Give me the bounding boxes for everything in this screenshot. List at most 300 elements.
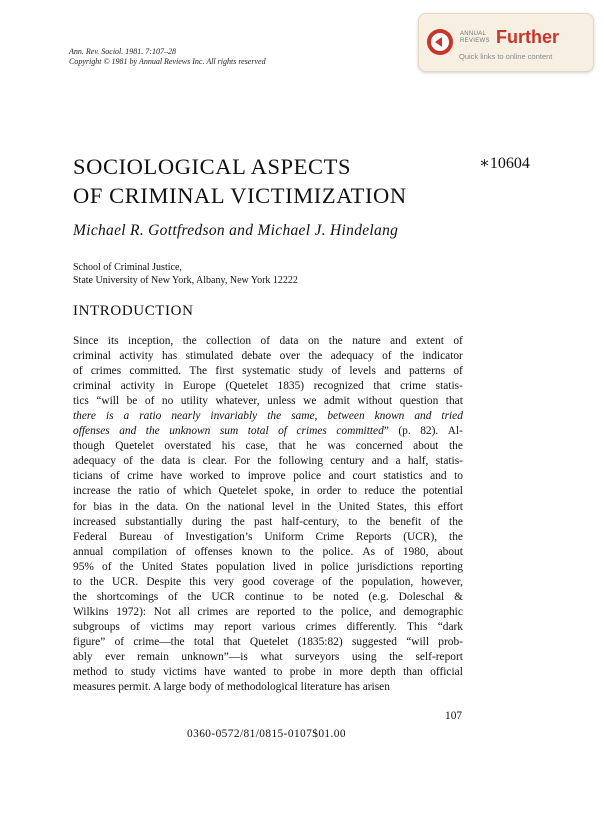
body-word: suggested (351, 635, 397, 648)
body-line (73, 500, 463, 515)
body-word: that (223, 635, 241, 648)
citation-line-journal: Ann. Rev. Sociol. 1981. 7:107–28 (69, 47, 176, 56)
body-word: he (306, 440, 317, 453)
body-word: body (188, 681, 212, 694)
body-line (73, 394, 463, 409)
body-word: of (144, 395, 155, 408)
body-word: Reports (355, 530, 392, 543)
body-word: United (338, 500, 370, 513)
body-word: between (327, 410, 365, 423)
body-word: shortcomings (96, 590, 159, 603)
body-word: compilation (112, 545, 167, 558)
body-word: Not (153, 605, 171, 618)
body-word: data (279, 335, 299, 347)
body-word: half, (407, 455, 429, 468)
body-word: about (437, 545, 463, 558)
body-word: about (413, 440, 439, 453)
body-word: official (430, 666, 463, 679)
body-word: of (110, 470, 120, 483)
body-word: the (317, 500, 332, 513)
body-word: the (328, 335, 343, 347)
body-word: tried (441, 410, 463, 423)
body-word: (e.g. (368, 590, 389, 603)
body-word: and (384, 365, 401, 378)
body-word: to (114, 666, 124, 679)
body-word: differently. (346, 620, 397, 633)
body-word: case, (245, 440, 268, 453)
body-word: this (414, 500, 431, 513)
body-word: crime (127, 470, 154, 483)
body-word: the (206, 500, 221, 513)
body-word: and (390, 335, 407, 347)
body-word: in (300, 485, 310, 498)
body-word: crimes (305, 620, 337, 633)
body-word: of (214, 681, 225, 694)
body-word: to (348, 485, 358, 498)
body-word: the (299, 545, 314, 558)
body-word: statis- (435, 380, 463, 393)
body-word: potential (423, 485, 463, 498)
body-word: annual (73, 545, 104, 558)
body-word: invariably (210, 410, 258, 423)
body-word: without (357, 395, 393, 408)
body-word: of (176, 545, 186, 558)
body-word: UCR. (111, 575, 139, 588)
body-word: surveyors (295, 650, 340, 663)
body-line (73, 545, 463, 560)
body-word: remain (137, 650, 169, 663)
body-word: the (89, 575, 104, 588)
body-word: clear. (202, 455, 227, 468)
body-word: good (242, 575, 265, 588)
section-heading-introduction: INTRODUCTION (73, 303, 194, 319)
body-word: in (323, 666, 333, 679)
body-word: is (105, 410, 114, 423)
body-word: study (130, 666, 156, 679)
body-word: depth (370, 666, 396, 679)
further-label: Further (496, 27, 559, 47)
body-line (73, 469, 463, 484)
body-word: sum (219, 425, 239, 438)
body-word: question (399, 395, 439, 408)
body-word: (p. (398, 425, 411, 438)
body-word: police (320, 560, 349, 573)
page-number: 107 (445, 710, 463, 722)
body-word: unless (267, 395, 296, 408)
body-word: Uniform (264, 530, 304, 543)
body-word: be (312, 590, 324, 603)
body-word: 82). (420, 425, 439, 438)
body-word: reporting (421, 560, 463, 573)
body-word: the (145, 425, 160, 438)
citation-line-copyright: Copyright © 1981 by Annual Reviews Inc. All rights reserved (69, 57, 266, 66)
body-word: utility (180, 395, 208, 408)
body-word: UCR (211, 590, 235, 603)
body-word: and (379, 605, 396, 618)
further-subtitle: Quick links to online content (459, 52, 553, 61)
author-affiliation (73, 261, 298, 287)
body-word: activity (120, 380, 155, 393)
body-word: recognized (313, 380, 364, 393)
body-word: in (301, 500, 311, 513)
body-word: patterns (408, 365, 446, 378)
body-word: noted (333, 590, 359, 603)
body-word: overstated (164, 440, 212, 453)
body-word: that (278, 440, 296, 453)
body-word: data. (156, 500, 179, 513)
body-word: of (163, 530, 174, 543)
body-word: the (400, 350, 414, 363)
body-word: offenses (73, 425, 110, 438)
body-word: to (293, 590, 303, 603)
body-word: systematic (242, 365, 291, 378)
body-word: measures (73, 681, 116, 694)
body-word: of (114, 635, 125, 648)
annual-reviews-logo-icon (427, 29, 453, 55)
body-word: in (119, 500, 129, 513)
body-word: no (161, 395, 174, 408)
body-line (73, 575, 463, 590)
body-word: its (107, 335, 119, 347)
body-word: the (117, 485, 132, 498)
body-word: victims (150, 620, 184, 633)
body-word: States, (376, 500, 407, 513)
body-word: a (395, 455, 401, 468)
body-word: which (183, 485, 212, 498)
body-word: 95% (73, 560, 94, 573)
body-word: inception, (128, 335, 174, 347)
body-word: the (187, 590, 202, 603)
body-line (73, 650, 463, 665)
body-word: coverage (272, 575, 315, 588)
body-line (73, 424, 463, 439)
body-word: Investigation’s (185, 530, 253, 543)
body-word: A (153, 681, 161, 694)
body-word: his (221, 440, 235, 453)
body-word: during (191, 515, 222, 528)
body-line (73, 530, 463, 545)
body-word: 1972): (116, 605, 147, 618)
body-word: figure” (73, 635, 106, 648)
body-word: this (189, 575, 206, 588)
body-word: over (279, 350, 300, 363)
body-word: to (273, 666, 283, 679)
body-word: ratio (139, 410, 162, 423)
body-word: statistics (383, 470, 423, 483)
body-word: that (445, 395, 463, 408)
body-word: however, (421, 575, 463, 588)
body-word: nearly (171, 410, 201, 423)
body-word: Quetelet (249, 635, 289, 648)
body-word: of (260, 335, 271, 347)
body-word: on (307, 335, 320, 347)
body-word: and (328, 470, 345, 483)
body-word: tics (73, 395, 89, 408)
body-line (73, 560, 463, 575)
body-word: study (298, 365, 324, 378)
annual-reviews-further-banner[interactable] (418, 13, 594, 72)
body-word: the (308, 350, 323, 363)
body-word: (1835:82) (297, 635, 343, 648)
body-word: collection (206, 335, 252, 347)
body-word: “will (96, 395, 120, 408)
body-word: to (348, 515, 358, 528)
body-word: of (453, 365, 463, 378)
body-word: concerned (355, 440, 403, 453)
body-line (73, 334, 463, 349)
body-word: bias (93, 500, 112, 513)
body-word: and (430, 470, 447, 483)
body-word: was (327, 440, 346, 453)
body-line (73, 409, 463, 424)
body-word: in (303, 560, 313, 573)
body-word: for (73, 500, 87, 513)
body-word: Wilkins (73, 605, 109, 618)
body-word: what (260, 650, 283, 663)
body-word: and (119, 425, 137, 438)
body-word: activity (119, 350, 154, 363)
body-word: the (389, 650, 403, 663)
body-word: This (407, 620, 428, 633)
body-word: century (330, 455, 365, 468)
body-word: large (163, 681, 187, 694)
body-word: Despite (146, 575, 182, 588)
body-word: spoke, (264, 485, 294, 498)
body-word: jurisdictions (356, 560, 414, 573)
body-word: of (123, 455, 133, 468)
body-word: past (253, 515, 273, 528)
body-line (73, 454, 463, 469)
body-word: crimes (197, 605, 228, 618)
body-word: in (164, 380, 174, 393)
journal-citation (69, 47, 266, 67)
body-word: Quetelet (115, 440, 154, 453)
body-line (73, 364, 463, 379)
body-word: of (382, 350, 392, 363)
body-word: United (141, 560, 173, 573)
body-word: committed. (129, 365, 182, 378)
body-word: and (414, 410, 432, 423)
body-word: ticians (73, 470, 103, 483)
body-word: of (322, 575, 332, 588)
body-word: the (140, 455, 155, 468)
body-word: the (366, 515, 381, 528)
body-word: wanted (233, 666, 266, 679)
body-word: the (257, 455, 272, 468)
body-word: of (278, 425, 287, 438)
body-word: the (119, 560, 134, 573)
body-word: unknown (169, 425, 211, 438)
body-line (73, 665, 463, 680)
body-word: population, (361, 575, 414, 588)
body-word: be (126, 395, 138, 408)
body-word: may (194, 620, 214, 633)
body-word: nature (352, 335, 381, 347)
body-word: has (344, 681, 360, 694)
affiliation-line-1: School of Criminal Justice, (73, 262, 182, 273)
body-word: increase (73, 485, 111, 498)
article-authors: Michael R. Gottfredson and Michael J. Hindelang (73, 222, 399, 239)
body-word: probe (289, 666, 316, 679)
body-word: criminal (73, 350, 111, 363)
body-word: have (204, 666, 226, 679)
body-word: that (373, 380, 391, 393)
body-word: methodological (226, 681, 298, 694)
body-word: the (449, 515, 463, 528)
body-word: to (231, 470, 241, 483)
body-word: the (230, 515, 245, 528)
body-word: permit. (118, 681, 151, 694)
body-word: various (261, 620, 296, 633)
article-id: ∗10604 (479, 155, 530, 172)
body-word: committed” (336, 425, 389, 438)
body-word: increased (73, 515, 117, 528)
body-word: all (178, 605, 190, 618)
body-word: the (182, 335, 197, 347)
article-title-line-1: SOCIOLOGICAL ASPECTS (73, 154, 352, 179)
body-word: crime (400, 380, 427, 393)
body-word: police (293, 470, 322, 483)
body-line (73, 680, 463, 695)
body-word: the (135, 500, 150, 513)
body-line (73, 379, 463, 394)
body-word: and (371, 455, 389, 468)
body-word: Since (73, 335, 99, 347)
body-word: subgroups (73, 620, 120, 633)
affiliation-line-2: State University of New York, Albany, New York 12222 (73, 275, 298, 286)
body-word: The (189, 365, 208, 378)
body-word: 1835) (277, 380, 305, 393)
body-word: (UCR), (403, 530, 438, 543)
body-word: to (302, 605, 312, 618)
body-word: total (247, 425, 269, 438)
body-word: (Quetelet (225, 380, 268, 393)
body-word: of (430, 515, 440, 528)
body-word: criminal (73, 380, 111, 393)
body-word: the (401, 485, 416, 498)
body-word: of (73, 365, 83, 378)
body-word: crimes (296, 425, 327, 438)
body-word: prob- (438, 635, 463, 648)
body-word: debate (241, 350, 272, 363)
body-word: of (130, 620, 140, 633)
body-word: are (235, 605, 250, 618)
body-word: level (271, 500, 294, 513)
body-word: following (278, 455, 323, 468)
body-word: of (166, 485, 177, 498)
body-word: national (227, 500, 265, 513)
body-word: total (193, 635, 215, 648)
body-word: court (352, 470, 376, 483)
body-word: very (213, 575, 234, 588)
body-word: than (403, 666, 423, 679)
body-word: order (316, 485, 342, 498)
body-word: is (187, 455, 196, 468)
body-word: reported (257, 605, 296, 618)
body-word: On (185, 500, 200, 513)
body-word: adequacy (330, 350, 374, 363)
body-line (73, 515, 463, 530)
body-word: statis- (435, 455, 463, 468)
body-word: & (454, 590, 463, 603)
body-word: arisen (362, 681, 390, 694)
body-word: to (281, 545, 291, 558)
body-word: ratio (138, 485, 160, 498)
body-word: reduce (364, 485, 395, 498)
body-word: Doleschal (398, 590, 445, 603)
body-word: Federal (73, 530, 108, 543)
body-word: we (303, 395, 317, 408)
body-word: there (73, 410, 96, 423)
article-title (73, 152, 407, 210)
footer-article-code: 0360-0572/81/0815-0107$01.00 (187, 728, 346, 740)
body-word: “dark (437, 620, 463, 633)
body-word: 1980, (402, 545, 429, 558)
body-paragraph (73, 334, 463, 695)
body-word: a (123, 410, 130, 423)
body-word: the (73, 590, 87, 603)
body-word: data (161, 455, 181, 468)
body-word: worked (189, 470, 224, 483)
body-word: victims (163, 666, 197, 679)
body-word: the (267, 410, 282, 423)
body-word: the (448, 440, 463, 453)
body-word: indicator (422, 350, 463, 363)
body-word: police, (340, 605, 372, 618)
body-word: report (224, 620, 252, 633)
body-word: more (339, 666, 363, 679)
body-word: literature (300, 681, 342, 694)
body-word: For (234, 455, 251, 468)
body-line (73, 439, 463, 454)
annual-reviews-label: ANNUAL REVIEWS (460, 31, 490, 44)
body-word: have (160, 470, 183, 483)
body-word: of (102, 560, 112, 573)
body-word: Europe (182, 380, 216, 393)
body-word: police. (322, 545, 354, 558)
body-word: crimes (90, 365, 122, 378)
body-word: the (339, 575, 354, 588)
body-word: stimulated (185, 350, 234, 363)
body-word: to (454, 470, 463, 483)
body-word: ever (105, 650, 125, 663)
body-word: of (453, 335, 463, 347)
body-word: whatever, (215, 395, 260, 408)
body-word: using (351, 650, 377, 663)
body-word: As (362, 545, 376, 558)
body-line (73, 620, 463, 635)
body-word: unknown”—is (181, 650, 248, 663)
body-word: Bureau (119, 530, 152, 543)
body-line (73, 484, 463, 499)
body-line (73, 349, 463, 364)
body-word: ably (73, 650, 93, 663)
body-word: Crime (315, 530, 344, 543)
body-word: crime—the (133, 635, 185, 648)
body-word: the (449, 530, 463, 543)
body-word: “will (406, 635, 429, 648)
body-word: known (374, 410, 405, 423)
body-word: of (168, 590, 178, 603)
body-word: of (331, 365, 341, 378)
body-word: self-report (415, 650, 463, 663)
body-word: effort (437, 500, 463, 513)
body-word: Al- (447, 425, 463, 438)
body-line (73, 590, 463, 605)
article-title-line-2: OF CRIMINAL VICTIMIZATION (73, 183, 407, 208)
body-word: to (73, 575, 82, 588)
body-word: offenses (194, 545, 233, 558)
